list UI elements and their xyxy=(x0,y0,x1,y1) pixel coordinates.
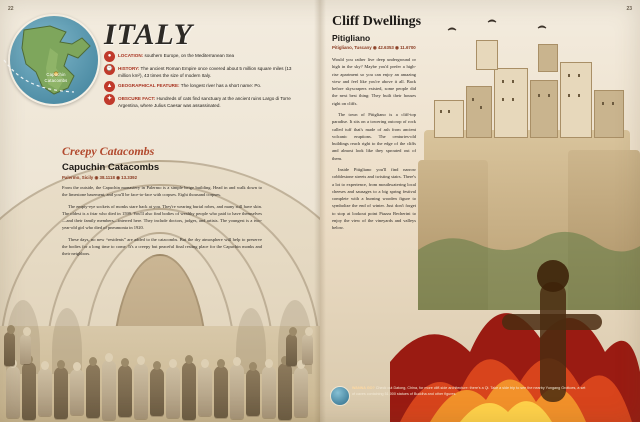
location-pin-icon: ● xyxy=(104,51,115,62)
paragraph: From the outside, the Capuchin monastery in Palermo is a simple beige building. Head in and walk down to the limestone basement, and you'll be face-to-face with corpses. Eight thousand corpses. xyxy=(62,185,262,198)
fact-row xyxy=(104,65,304,79)
map-label-line2: Catacombs xyxy=(44,78,68,83)
paragraph: These days, no new “residents” are added to the catacombs. But the dry atmosphere will help to preserve the bodies for a long time to come. It's a creepy but peaceful final resting place for the Capuchin monks and their neighbors. xyxy=(62,236,262,257)
fact-label: HISTORY: xyxy=(118,66,140,71)
mountain-icon: ▲ xyxy=(104,81,115,92)
country-fact-list xyxy=(104,52,304,112)
footnote-text: Check out Datong, China, for more cliff-side architecture: there's a Qi. Take a side trip to see the nearby Yungang Grottoes, a set of caves containing 51,000 statues of Buddha and other figures. xyxy=(352,386,586,396)
page-title-italy: ITALY xyxy=(104,18,193,51)
fact-row xyxy=(104,52,304,62)
page-title-cliff-dwellings: Cliff Dwellings xyxy=(332,14,422,29)
page-number-right: 23 xyxy=(626,6,632,12)
clock-icon: ⌚ xyxy=(104,64,115,75)
fact-row xyxy=(104,82,304,92)
map-connector-dashes xyxy=(0,56,120,96)
fact-label: OBSCURE FACT: xyxy=(118,96,156,102)
fact-label: GEOGRAPHICAL FEATURE: xyxy=(118,83,180,89)
section-kicker-creepy-catacombs: Creepy Catacombs xyxy=(62,144,155,158)
paragraph: Would you rather live deep underground or high in the sky? Maybe you'd prefer a high-rise apartment so you can enjoy an amazing view and feel like you're above it all. Back before skyscrapers existed, some people did the next best thing: They built their houses right on cliffs. xyxy=(332,57,416,106)
page-number-left: 22 xyxy=(8,6,14,12)
paragraph: The town of Pitigliano is a cliff-top paradise. It sits on a towering outcrop of rock called tuff that's made of ash from ancient volcanic eruptions. The centuries-old buildings reach right to the edge of the cliffs and almost look like they sprouted out of them. xyxy=(332,111,416,161)
fact-text: Hundreds of cats find sanctuary at the ancient ruins Largo di Torre Argentina, where Julius Caesar was assassinated. xyxy=(118,96,291,109)
star-icon: ✦ xyxy=(104,94,115,105)
book-gutter xyxy=(314,0,326,422)
article-meta-coordinates-right: Pitigliano, Tuscany ◉ 42.6353 ◉ 11.6700 xyxy=(332,45,416,50)
fact-text: The ancient Roman Empire once covered about 5 million square miles (13 million km²), 43 times the size of modern Italy. xyxy=(118,66,292,79)
footnote-lead: WANNA GO? xyxy=(352,386,375,390)
mummy-figures xyxy=(0,302,324,422)
paragraph: Inside Pitigliano you'll find narrow cobblestone streets and twisting stairs. There's a lot to experience, from mouthwatering local cheeses and sausages to a big spring festival complete with a burning wooden figure to symbolize the end of winter. Just don't forget to stop at lookout point Piazza Becherini to enjoy the view of the vineyards and valleys below. xyxy=(332,166,416,231)
article-title-capuchin-catacombs: Capuchin Catacombs xyxy=(62,162,160,173)
fact-text: The longest river has a short name: Po. xyxy=(179,83,262,89)
fact-text: southern Europe, on the Mediterranean Sea xyxy=(143,53,235,58)
fact-row xyxy=(104,95,304,109)
map-label-line1: Capuchin xyxy=(46,72,66,77)
article-body-right xyxy=(332,56,416,235)
article-meta-coordinates: Palermo, Sicily ◉ 38.1118 ◉ 13.3392 xyxy=(62,175,138,180)
globe-icon xyxy=(330,386,350,406)
paragraph: The empty-eye sockets of monks stare back at you. They're wearing burial robes, and many still have skin. The oldest is a friar who died in 1599. You'll also find bodies of wealthy people who paid to have themselves—and their family members—interred here. They include doctors, judges, and artists. The youngest is a two-year-old girl who died of pneumonia in 1920. xyxy=(62,203,262,231)
wanna-go-footnote xyxy=(352,386,588,397)
fact-label: LOCATION: xyxy=(118,53,144,58)
article-title-pitigliano: Pitigliano xyxy=(332,33,371,43)
article-body-left xyxy=(62,184,262,262)
